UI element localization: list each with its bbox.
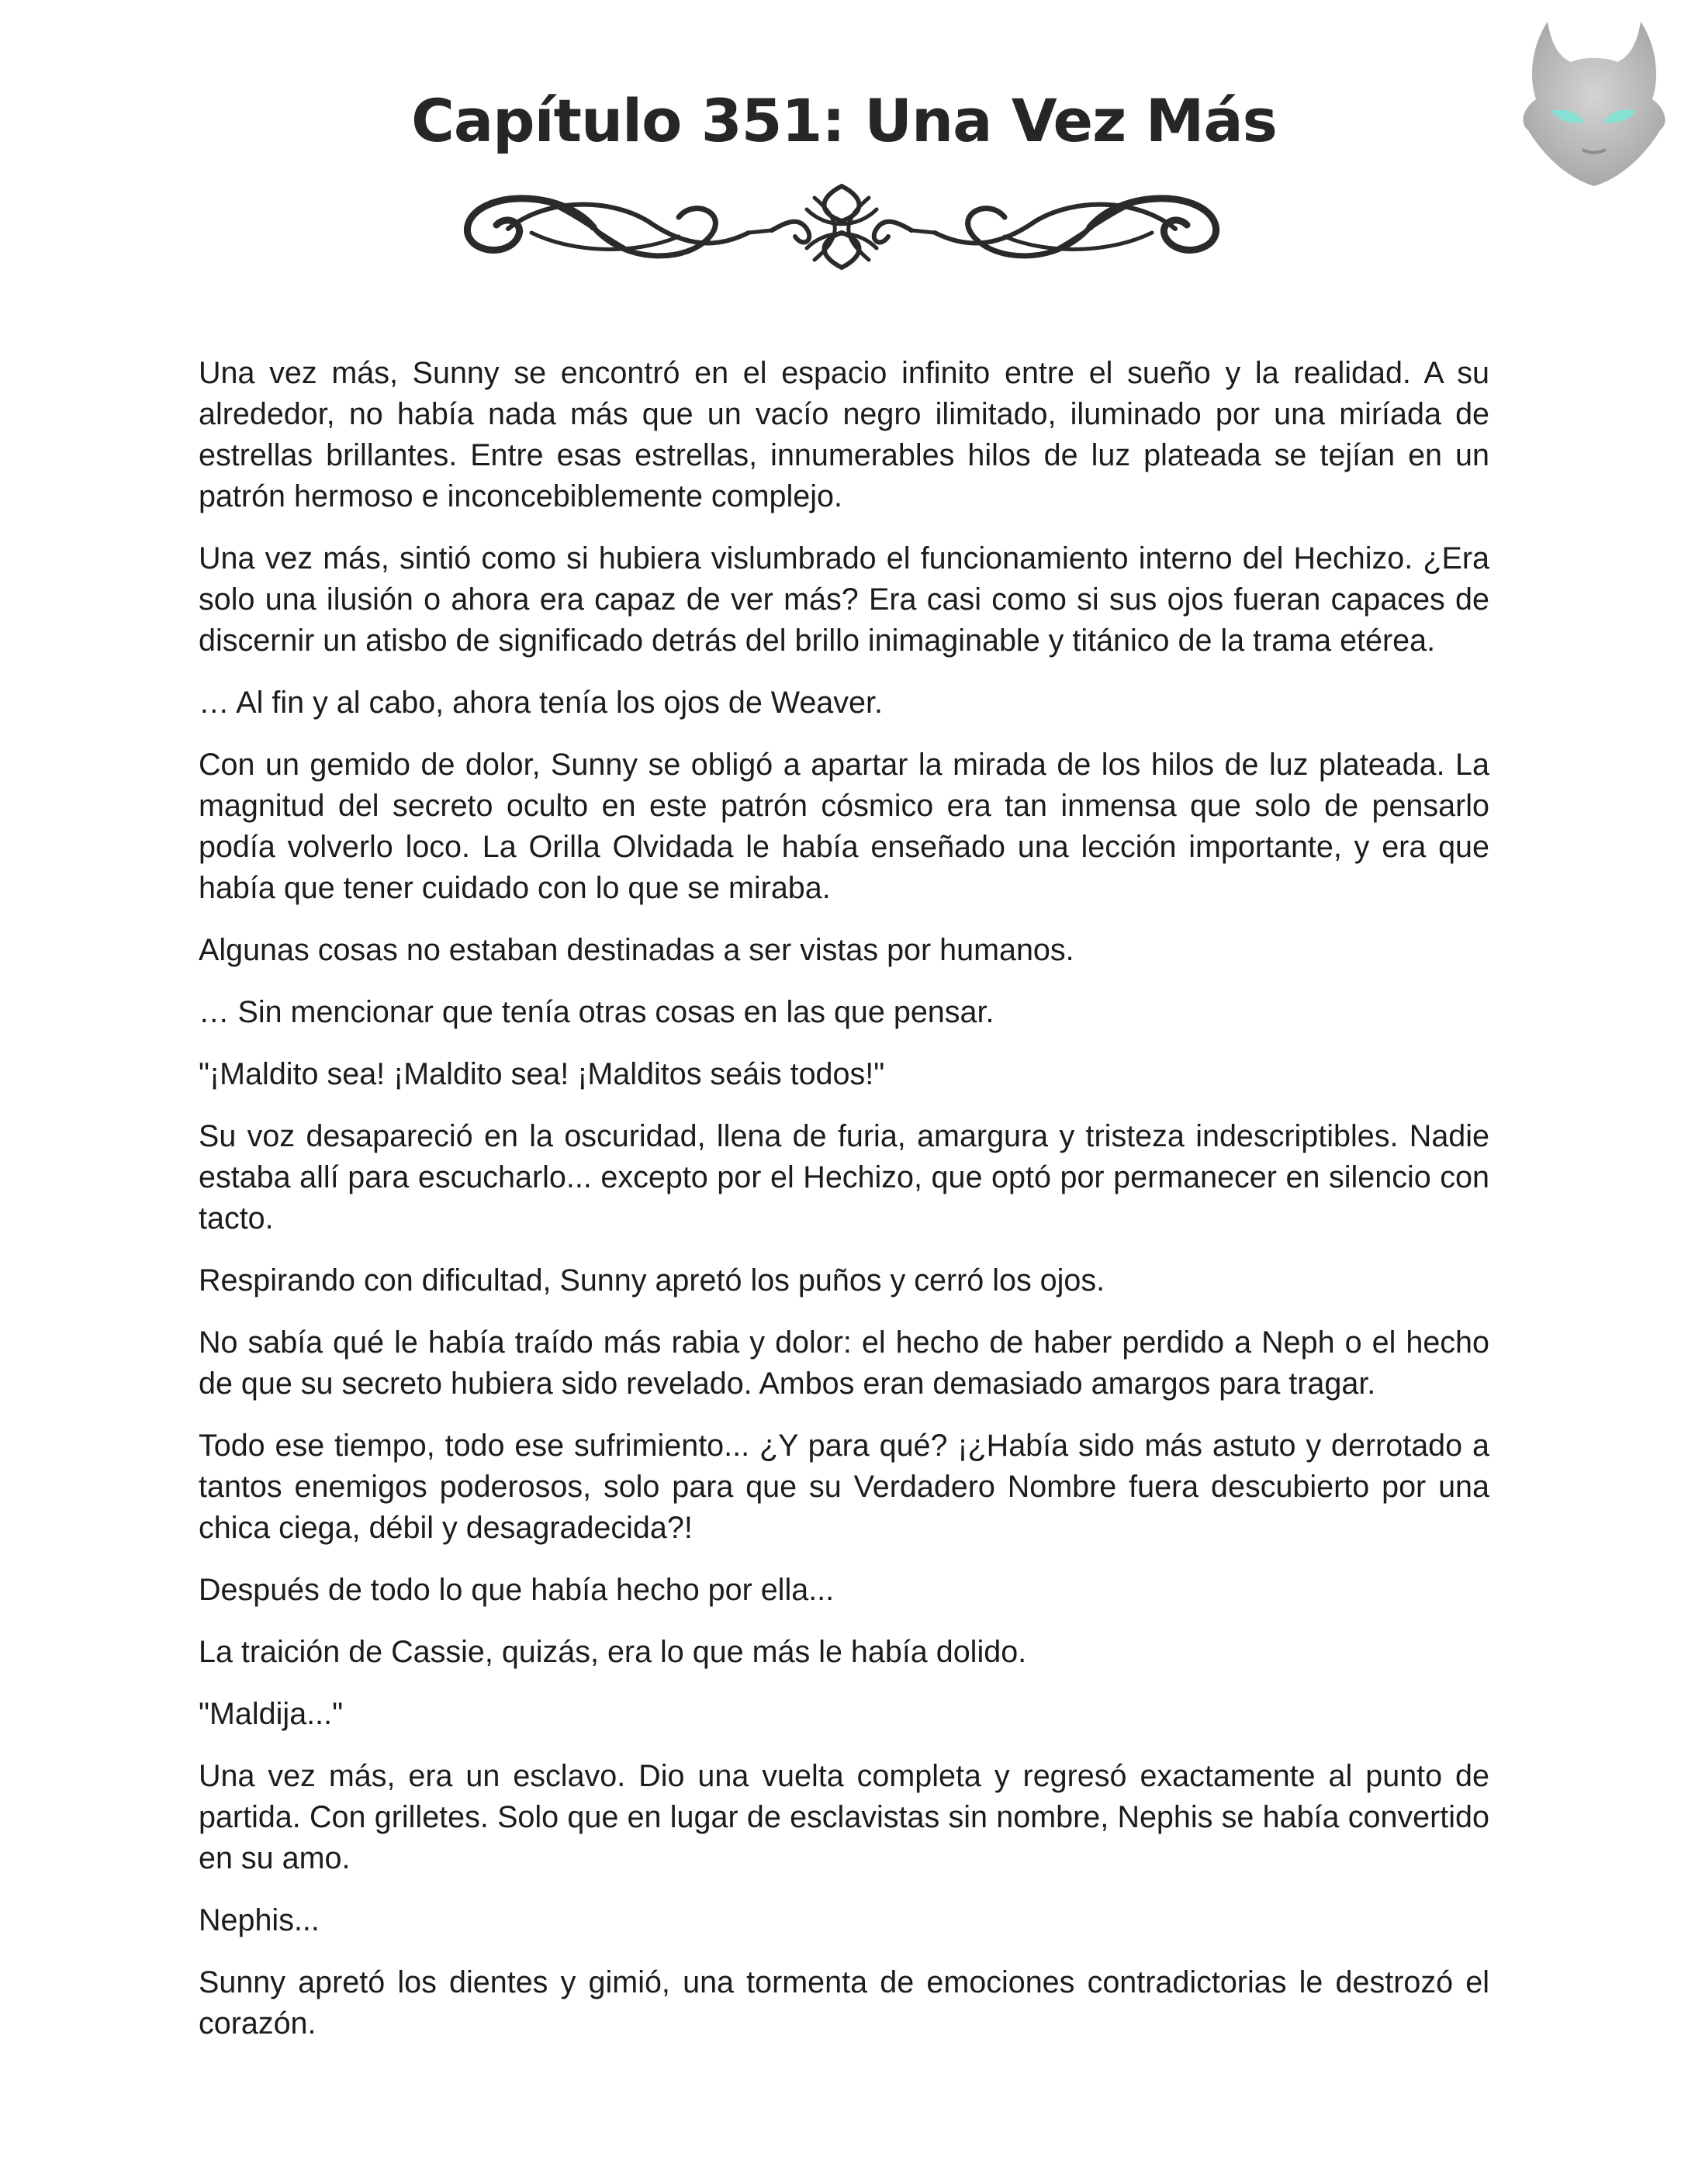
- paragraph: Nephis...: [199, 1903, 320, 1937]
- paragraph: Sunny apretó los dientes y gimió, una tormenta de emociones contradictorias le destrozó el corazón.: [199, 1965, 1489, 2041]
- paragraph: Una vez más, sintió como si hubiera vislumbrado el funcionamiento interno del Hechizo. ¿Era solo una ilusión o ahora era capaz de ver más? Era casi como si sus ojos fueran capaces de discernir un atisbo de significado detrás del brillo inimaginable y titánico de la trama etérea.: [199, 541, 1489, 658]
- paragraph: Su voz desapareció en la oscuridad, llena de furia, amargura y tristeza indescriptibles. Nadie estaba allí para escucharlo... excepto por el Hechizo, que optó por permanecer en silencio con tacto.: [199, 1119, 1489, 1235]
- paragraph: Todo ese tiempo, todo ese sufrimiento... ¿Y para qué? ¡¿Había sido más astuto y derrotado a tantos enemigos poderosos, solo para que su Verdadero Nombre fuera descubierto por una chica ciega, débil y desagradecida?!: [199, 1429, 1489, 1545]
- paragraph: … Al fin y al cabo, ahora tenía los ojos de Weaver.: [199, 686, 883, 720]
- paragraph: Con un gemido de dolor, Sunny se obligó a apartar la mirada de los hilos de luz plateada. La magnitud del secreto oculto en este patrón cósmico era tan inmensa que solo de pensarlo podía volverlo loco. La Orilla Olvidada le había enseñado una lección importante, y era que había que tener cuidado con lo que se miraba.: [199, 748, 1489, 905]
- paragraph: No sabía qué le había traído más rabia y dolor: el hecho de haber perdido a Neph o el hecho de que su secreto hubiera sido revelado. Ambos eran demasiado amargos para tragar.: [199, 1325, 1489, 1401]
- paragraph: Una vez más, era un esclavo. Dio una vuelta completa y regresó exactamente al punto de partida. Con grilletes. Solo que en lugar de esclavistas sin nombre, Nephis se había convertido en su amo.: [199, 1759, 1489, 1875]
- paragraph: "Maldija...": [199, 1697, 344, 1731]
- paragraph: … Sin mencionar que tenía otras cosas en las que pensar.: [199, 995, 994, 1029]
- paragraph: Una vez más, Sunny se encontró en el espacio infinito entre el sueño y la realidad. A su alrededor, no había nada más que un vacío negro ilimitado, iluminado por una miríada de estrellas brillantes. Entre esas estrellas, innumerables hilos de luz plateada se tejían en un patrón hermoso e inconcebiblemente complejo.: [199, 356, 1489, 513]
- paragraph: Respirando con dificultad, Sunny apretó los puños y cerró los ojos.: [199, 1263, 1105, 1298]
- chapter-title: Capítulo 351: Una Vez Más: [411, 86, 1277, 155]
- paragraph: Algunas cosas no estaban destinadas a ser vistas por humanos.: [199, 933, 1074, 967]
- demon-head-icon: [1517, 14, 1672, 188]
- paragraph: Después de todo lo que había hecho por ella...: [199, 1573, 835, 1607]
- flourish-divider-icon: [454, 175, 1230, 279]
- paragraph: La traición de Cassie, quizás, era lo que más le había dolido.: [199, 1635, 1027, 1669]
- chapter-body: [199, 353, 1489, 2065]
- paragraph: "¡Maldito sea! ¡Maldito sea! ¡Malditos seáis todos!": [199, 1057, 885, 1091]
